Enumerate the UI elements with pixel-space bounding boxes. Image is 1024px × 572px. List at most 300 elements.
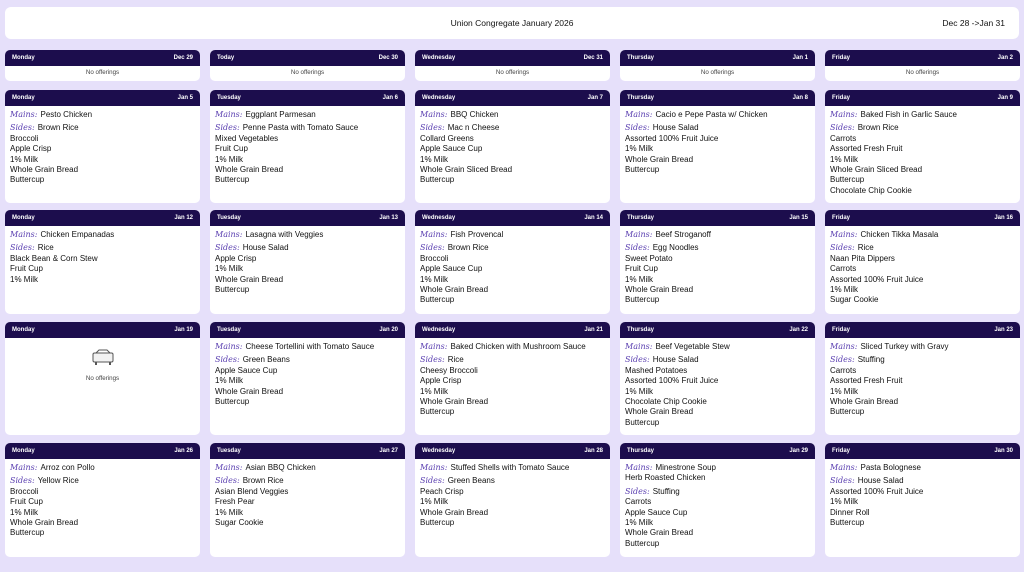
day-card[interactable] bbox=[825, 210, 1020, 314]
mains-section bbox=[215, 463, 400, 473]
side-item bbox=[420, 376, 605, 386]
side-item bbox=[625, 355, 810, 365]
sides-section bbox=[215, 243, 400, 295]
side-item bbox=[625, 243, 810, 253]
side-item bbox=[10, 175, 195, 185]
day-name: Tuesday bbox=[217, 327, 241, 333]
day-card[interactable] bbox=[210, 443, 405, 557]
side-item bbox=[625, 275, 810, 285]
mains-label: Mains: bbox=[830, 230, 858, 239]
day-card[interactable] bbox=[210, 90, 405, 203]
side-item-text: Dinner Roll bbox=[830, 507, 870, 517]
page-title: Union Congregate January 2026 bbox=[450, 18, 574, 28]
side-item bbox=[215, 355, 400, 365]
day-card[interactable] bbox=[825, 443, 1020, 557]
mains-label: Mains: bbox=[215, 342, 243, 351]
main-item-text: Beef Vegetable Stew bbox=[655, 342, 730, 351]
side-item-text: Brown Rice bbox=[37, 123, 79, 133]
day-header bbox=[825, 210, 1020, 226]
mains-label: Mains: bbox=[10, 463, 38, 472]
side-item bbox=[10, 123, 195, 133]
day-card[interactable] bbox=[415, 90, 610, 203]
day-header bbox=[620, 50, 815, 66]
side-item bbox=[830, 355, 1015, 365]
side-item-text: Buttercup bbox=[420, 295, 455, 305]
side-item-text: Buttercup bbox=[215, 175, 250, 185]
side-item-text: Rice bbox=[857, 243, 874, 253]
day-card[interactable] bbox=[825, 322, 1020, 435]
side-item bbox=[830, 497, 1015, 507]
main-item bbox=[10, 230, 195, 240]
sides-label: Sides: bbox=[625, 486, 650, 496]
main-item-text: Minestrone Soup bbox=[655, 463, 716, 472]
side-item bbox=[10, 254, 195, 264]
side-item-text: 1% Milk bbox=[625, 518, 654, 528]
side-item bbox=[625, 254, 810, 264]
side-item-text: Buttercup bbox=[830, 407, 865, 417]
mains-label: Mains: bbox=[420, 110, 448, 119]
main-item bbox=[420, 342, 605, 352]
side-item bbox=[420, 387, 605, 397]
side-item bbox=[420, 497, 605, 507]
side-item bbox=[420, 397, 605, 407]
side-item-text: 1% Milk bbox=[420, 274, 449, 284]
menu-body bbox=[825, 226, 1020, 306]
day-card[interactable] bbox=[210, 322, 405, 435]
side-item-text: Mixed Vegetables bbox=[215, 133, 279, 143]
side-item bbox=[215, 175, 400, 185]
sides-label: Sides: bbox=[420, 243, 445, 253]
sides-label: Sides: bbox=[10, 476, 35, 486]
side-item-text: Egg Noodles bbox=[652, 243, 699, 253]
side-item-text: Fruit Cup bbox=[10, 497, 43, 507]
mains-section bbox=[625, 110, 810, 120]
side-item-text: Collard Greens bbox=[420, 133, 474, 143]
side-item bbox=[625, 387, 810, 397]
day-date: Jan 6 bbox=[382, 95, 398, 101]
day-card[interactable] bbox=[620, 90, 815, 203]
side-item bbox=[830, 397, 1015, 407]
day-date: Jan 20 bbox=[379, 327, 398, 333]
main-item bbox=[830, 110, 1015, 120]
side-item-text: 1% Milk bbox=[215, 264, 244, 274]
sides-section bbox=[215, 355, 400, 407]
side-item bbox=[420, 366, 605, 376]
side-item-text: Buttercup bbox=[420, 518, 455, 528]
main-item bbox=[10, 463, 195, 473]
side-item bbox=[830, 508, 1015, 518]
day-name: Friday bbox=[832, 95, 851, 101]
menu-body bbox=[5, 459, 200, 539]
side-item bbox=[215, 366, 400, 376]
side-item bbox=[625, 366, 810, 376]
day-header bbox=[825, 322, 1020, 338]
day-date: Jan 22 bbox=[789, 327, 808, 333]
mains-label: Mains: bbox=[420, 342, 448, 351]
side-item-text: Carrots bbox=[830, 365, 857, 375]
main-item-text: Lasagna with Veggies bbox=[245, 230, 324, 239]
side-item bbox=[10, 508, 195, 518]
side-item-text: House Salad bbox=[652, 123, 699, 133]
calendar-header bbox=[5, 7, 1019, 39]
side-item-text: Peach Crisp bbox=[420, 486, 464, 496]
side-item-text: Assorted 100% Fruit Juice bbox=[625, 133, 719, 143]
side-item-text: 1% Milk bbox=[215, 376, 244, 386]
side-item-text: Carrots bbox=[625, 497, 652, 507]
side-item-text: 1% Milk bbox=[625, 386, 654, 396]
day-header bbox=[5, 90, 200, 106]
main-item bbox=[420, 230, 605, 240]
day-card[interactable] bbox=[5, 50, 200, 81]
side-item bbox=[215, 134, 400, 144]
side-item bbox=[215, 123, 400, 133]
no-offerings-text: No offerings bbox=[85, 69, 120, 76]
side-item-text: Buttercup bbox=[625, 295, 660, 305]
side-item bbox=[215, 376, 400, 386]
main-item-text: Eggplant Parmesan bbox=[245, 110, 316, 119]
side-item-text: Whole Grain Bread bbox=[420, 285, 489, 295]
sides-label: Sides: bbox=[215, 243, 240, 253]
day-name: Thursday bbox=[627, 55, 655, 61]
side-item bbox=[625, 264, 810, 274]
side-item-text: Broccoli bbox=[10, 133, 39, 143]
side-item-text: Buttercup bbox=[215, 285, 250, 295]
main-item-text: Chicken Tikka Masala bbox=[860, 230, 939, 239]
menu-body bbox=[620, 459, 815, 549]
side-item bbox=[215, 518, 400, 528]
side-item bbox=[830, 295, 1015, 305]
side-item-text: House Salad bbox=[242, 243, 289, 253]
side-item bbox=[625, 134, 810, 144]
mains-label: Mains: bbox=[830, 463, 858, 472]
side-item-text: Apple Sauce Cup bbox=[215, 365, 278, 375]
day-date: Jan 2 bbox=[997, 55, 1013, 61]
side-item-text: Buttercup bbox=[830, 175, 865, 185]
side-item bbox=[625, 418, 810, 428]
side-item-text: Fruit Cup bbox=[625, 264, 658, 274]
side-item bbox=[215, 275, 400, 285]
side-item bbox=[625, 407, 810, 417]
side-item bbox=[830, 285, 1015, 295]
menu-body bbox=[415, 106, 610, 186]
side-item bbox=[215, 397, 400, 407]
day-date: Jan 15 bbox=[789, 215, 808, 221]
day-date: Jan 21 bbox=[584, 327, 603, 333]
mains-label: Mains: bbox=[625, 230, 653, 239]
main-item-text: Fish Provencal bbox=[450, 230, 504, 239]
side-item bbox=[215, 165, 400, 175]
day-name: Monday bbox=[12, 55, 35, 61]
side-item bbox=[830, 387, 1015, 397]
side-item-text: Whole Grain Bread bbox=[215, 165, 284, 175]
side-item bbox=[830, 144, 1015, 154]
side-item bbox=[10, 264, 195, 274]
side-item bbox=[625, 497, 810, 507]
side-item-text: Carrots bbox=[830, 264, 857, 274]
side-item-text: 1% Milk bbox=[830, 386, 859, 396]
mains-section bbox=[10, 230, 195, 240]
side-item bbox=[420, 264, 605, 274]
day-header bbox=[5, 322, 200, 338]
day-card[interactable] bbox=[620, 443, 815, 557]
main-item bbox=[215, 230, 400, 240]
day-card[interactable] bbox=[415, 322, 610, 435]
side-item bbox=[625, 165, 810, 175]
sides-section bbox=[10, 243, 195, 285]
sides-section bbox=[10, 476, 195, 538]
side-item-text: Stuffing bbox=[652, 486, 680, 496]
sides-label: Sides: bbox=[10, 123, 35, 133]
side-item-text: Whole Grain Bread bbox=[420, 397, 489, 407]
day-date: Jan 30 bbox=[994, 448, 1013, 454]
day-name: Thursday bbox=[627, 327, 655, 333]
side-item-text: Whole Grain Bread bbox=[215, 386, 284, 396]
day-card[interactable] bbox=[210, 50, 405, 81]
menu-body bbox=[5, 106, 200, 186]
side-item-text: Rice bbox=[447, 355, 464, 365]
side-item bbox=[625, 487, 810, 497]
day-card[interactable] bbox=[5, 443, 200, 557]
side-item-text: Whole Grain Bread bbox=[830, 397, 899, 407]
day-name: Friday bbox=[832, 55, 851, 61]
side-item bbox=[215, 476, 400, 486]
side-item bbox=[420, 165, 605, 175]
side-item bbox=[215, 254, 400, 264]
day-card[interactable] bbox=[5, 210, 200, 314]
mains-section bbox=[625, 463, 810, 484]
day-name: Today bbox=[217, 55, 235, 61]
main-item-text: Asian BBQ Chicken bbox=[245, 463, 316, 472]
side-item bbox=[215, 243, 400, 253]
side-item bbox=[830, 376, 1015, 386]
main-item bbox=[625, 110, 810, 120]
side-item bbox=[830, 175, 1015, 185]
day-card[interactable] bbox=[210, 210, 405, 314]
main-item-text: Chicken Empanadas bbox=[40, 230, 115, 239]
sides-section bbox=[830, 355, 1015, 417]
side-item-text: 1% Milk bbox=[830, 154, 859, 164]
side-item bbox=[10, 155, 195, 165]
side-item bbox=[10, 275, 195, 285]
day-header bbox=[415, 50, 610, 66]
day-card[interactable] bbox=[825, 50, 1020, 81]
side-item bbox=[830, 476, 1015, 486]
side-item-text: Apple Sauce Cup bbox=[625, 507, 688, 517]
side-item-text: 1% Milk bbox=[420, 154, 449, 164]
sides-label: Sides: bbox=[830, 123, 855, 133]
mains-section bbox=[420, 463, 605, 473]
side-item-text: Rice bbox=[37, 243, 54, 253]
day-card[interactable] bbox=[5, 90, 200, 203]
side-item bbox=[830, 366, 1015, 376]
side-item-text: Brown Rice bbox=[242, 476, 284, 486]
mains-label: Mains: bbox=[215, 230, 243, 239]
day-header bbox=[415, 90, 610, 106]
side-item-text: 1% Milk bbox=[625, 144, 654, 154]
main-item-text: Herb Roasted Chicken bbox=[625, 473, 706, 483]
side-item-text: Sugar Cookie bbox=[215, 518, 264, 528]
side-item-text: Assorted Fresh Fruit bbox=[830, 144, 903, 154]
side-item bbox=[10, 134, 195, 144]
side-item bbox=[830, 123, 1015, 133]
side-item bbox=[10, 144, 195, 154]
side-item bbox=[830, 155, 1015, 165]
day-header bbox=[415, 443, 610, 459]
side-item bbox=[420, 144, 605, 154]
main-item bbox=[625, 473, 810, 483]
day-header bbox=[415, 210, 610, 226]
mains-section bbox=[830, 463, 1015, 473]
side-item bbox=[215, 508, 400, 518]
mains-label: Mains: bbox=[830, 110, 858, 119]
sides-section bbox=[420, 476, 605, 528]
main-item bbox=[420, 463, 605, 473]
mains-section bbox=[215, 230, 400, 240]
side-item bbox=[420, 518, 605, 528]
day-card[interactable] bbox=[415, 50, 610, 81]
side-item bbox=[215, 285, 400, 295]
mains-section bbox=[830, 342, 1015, 352]
menu-body bbox=[825, 338, 1020, 418]
mains-section bbox=[215, 342, 400, 352]
sides-label: Sides: bbox=[215, 355, 240, 365]
side-item-text: 1% Milk bbox=[420, 497, 449, 507]
day-header bbox=[210, 322, 405, 338]
side-item bbox=[625, 285, 810, 295]
side-item-text: Green Beans bbox=[447, 476, 495, 486]
day-date: Jan 27 bbox=[379, 448, 398, 454]
side-item-text: 1% Milk bbox=[215, 154, 244, 164]
sides-section bbox=[625, 487, 810, 549]
sides-label: Sides: bbox=[215, 476, 240, 486]
side-item-text: Whole Grain Bread bbox=[420, 507, 489, 517]
mains-label: Mains: bbox=[420, 230, 448, 239]
side-item-text: Sugar Cookie bbox=[830, 295, 879, 305]
side-item bbox=[420, 285, 605, 295]
sides-section bbox=[625, 123, 810, 175]
side-item-text: Stuffing bbox=[857, 355, 885, 365]
day-card[interactable] bbox=[825, 90, 1020, 203]
side-item-text: Penne Pasta with Tomato Sauce bbox=[242, 123, 359, 133]
day-header bbox=[5, 443, 200, 459]
mains-label: Mains: bbox=[215, 463, 243, 472]
side-item-text: Carrots bbox=[830, 133, 857, 143]
side-item bbox=[830, 165, 1015, 175]
mains-label: Mains: bbox=[625, 342, 653, 351]
mains-label: Mains: bbox=[420, 463, 448, 472]
sides-label: Sides: bbox=[625, 355, 650, 365]
menu-body bbox=[210, 106, 405, 186]
day-card[interactable] bbox=[5, 322, 200, 435]
side-item bbox=[625, 397, 810, 407]
side-item bbox=[830, 134, 1015, 144]
side-item-text: Broccoli bbox=[420, 253, 449, 263]
side-item-text: House Salad bbox=[857, 476, 904, 486]
day-card[interactable] bbox=[415, 443, 610, 557]
side-item-text: Brown Rice bbox=[447, 243, 489, 253]
day-date: Jan 13 bbox=[379, 215, 398, 221]
sides-label: Sides: bbox=[420, 123, 445, 133]
side-item bbox=[10, 528, 195, 538]
side-item bbox=[215, 497, 400, 507]
side-item bbox=[625, 528, 810, 538]
day-card[interactable] bbox=[415, 210, 610, 314]
mains-label: Mains: bbox=[830, 342, 858, 351]
main-item bbox=[625, 463, 810, 473]
side-item-text: Cheesy Broccoli bbox=[420, 365, 478, 375]
main-item-text: Cheese Tortellini with Tomato Sauce bbox=[245, 342, 375, 351]
menu-body bbox=[620, 226, 815, 306]
side-item bbox=[10, 165, 195, 175]
sides-label: Sides: bbox=[215, 123, 240, 133]
main-item bbox=[215, 463, 400, 473]
main-item bbox=[625, 230, 810, 240]
menu-body bbox=[415, 338, 610, 418]
side-item-text: Apple Sauce Cup bbox=[420, 264, 483, 274]
main-item bbox=[830, 463, 1015, 473]
side-item bbox=[625, 295, 810, 305]
day-name: Wednesday bbox=[422, 448, 456, 454]
side-item-text: 1% Milk bbox=[10, 507, 39, 517]
day-header bbox=[825, 443, 1020, 459]
mains-section bbox=[10, 463, 195, 473]
side-item-text: Buttercup bbox=[830, 518, 865, 528]
day-card[interactable] bbox=[620, 322, 815, 435]
side-item-text: Naan Pita Dippers bbox=[830, 253, 895, 263]
day-name: Wednesday bbox=[422, 215, 456, 221]
day-card[interactable] bbox=[620, 50, 815, 81]
mains-section bbox=[10, 110, 195, 120]
no-offerings-text: No offerings bbox=[700, 69, 735, 76]
side-item-text: Buttercup bbox=[420, 175, 455, 185]
no-offerings-text: No offerings bbox=[85, 375, 120, 382]
side-item bbox=[10, 497, 195, 507]
day-card[interactable] bbox=[620, 210, 815, 314]
side-item-text: Assorted 100% Fruit Juice bbox=[830, 274, 924, 284]
day-header bbox=[825, 90, 1020, 106]
day-date: Jan 9 bbox=[997, 95, 1013, 101]
menu-body bbox=[210, 459, 405, 528]
side-item-text: Apple Crisp bbox=[10, 144, 52, 154]
side-item bbox=[420, 254, 605, 264]
side-item-text: Fruit Cup bbox=[215, 144, 248, 154]
side-item-text: Buttercup bbox=[10, 175, 45, 185]
day-date: Dec 29 bbox=[173, 55, 193, 61]
day-name: Tuesday bbox=[217, 215, 241, 221]
side-item bbox=[420, 407, 605, 417]
side-item bbox=[215, 155, 400, 165]
side-item bbox=[625, 155, 810, 165]
side-item bbox=[215, 144, 400, 154]
sides-section bbox=[830, 243, 1015, 305]
side-item-text: Black Bean & Corn Stew bbox=[10, 253, 98, 263]
menu-body bbox=[210, 226, 405, 295]
side-item bbox=[830, 254, 1015, 264]
sides-label: Sides: bbox=[420, 476, 445, 486]
sides-section bbox=[625, 355, 810, 428]
main-item-text: Sliced Turkey with Gravy bbox=[860, 342, 949, 351]
mains-section bbox=[420, 342, 605, 352]
main-item-text: Cacio e Pepe Pasta w/ Chicken bbox=[655, 110, 768, 119]
day-date: Jan 8 bbox=[792, 95, 808, 101]
side-item-text: 1% Milk bbox=[215, 507, 244, 517]
side-item bbox=[830, 407, 1015, 417]
mains-section bbox=[830, 110, 1015, 120]
side-item-text: Whole Grain Bread bbox=[625, 407, 694, 417]
main-item bbox=[420, 110, 605, 120]
side-item bbox=[420, 295, 605, 305]
main-item-text: Pasta Bolognese bbox=[860, 463, 921, 472]
